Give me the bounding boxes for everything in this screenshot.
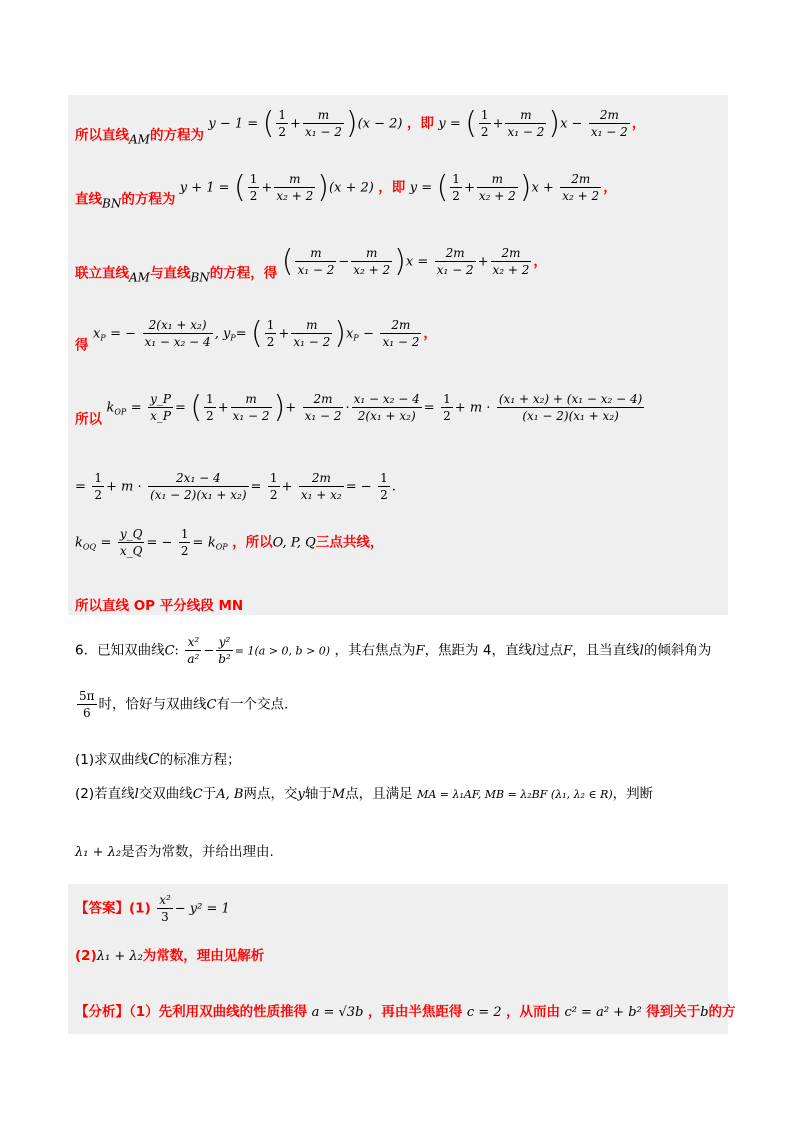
math-text: λ₁ + λ₂ [96, 949, 143, 964]
math-text: b [700, 1005, 709, 1020]
math-text: x₂ + 2 [478, 189, 516, 203]
parenthesis: ) [317, 170, 329, 205]
math-text: 1 [278, 108, 287, 122]
math-text: = − [345, 479, 372, 495]
math-text: 于 [202, 786, 217, 802]
math-text: 的方程，得 [209, 265, 278, 282]
math-text: 1 [480, 108, 489, 122]
math-text: = − [146, 535, 173, 551]
math-text: 1 [380, 471, 388, 485]
fraction [268, 470, 280, 503]
math-text: = [423, 400, 435, 416]
problem-line-2 [75, 688, 288, 721]
math-text: x₁ − 2 [382, 335, 420, 349]
math-text: l [639, 643, 644, 659]
fraction [589, 107, 630, 140]
math-text: x₁ − 2 [590, 125, 628, 139]
math-text: OQ [82, 542, 97, 552]
math-text: y = [409, 180, 433, 196]
math-text: O, P, Q [272, 535, 316, 551]
math-text: + [290, 116, 301, 132]
math-text: 2 [206, 409, 214, 423]
math-text: 2m [435, 245, 476, 262]
math-text: x₂ + 2 [276, 189, 314, 203]
solution-line-2 [75, 170, 617, 211]
math-text: 所以直线 OP 平分线段 MN [75, 598, 244, 614]
math-text: OP [114, 407, 127, 417]
math-text: c = 2 [466, 1005, 502, 1020]
math-text: = [174, 400, 186, 416]
fraction [303, 391, 344, 424]
math-text: λ₁ + λ₂ [75, 845, 122, 860]
fraction [157, 892, 173, 925]
math-text: F [563, 643, 573, 659]
parenthesis: ( [465, 106, 477, 141]
math-text: MA = λ₁AF, MB = λ₂BF (λ₁, λ₂ ∈ R) [417, 788, 613, 801]
math-text: (x + 2) [328, 180, 374, 196]
math-text: x² [159, 893, 171, 907]
math-text: 1 [269, 471, 278, 485]
fraction [179, 526, 191, 559]
math-text: m [351, 245, 392, 262]
math-text: C [206, 697, 217, 713]
math-text: 2 [452, 189, 460, 203]
math-text: ，从而由 [505, 1004, 560, 1020]
math-text: − [203, 643, 215, 659]
fraction [491, 245, 532, 278]
parenthesis: ( [262, 106, 275, 141]
parenthesis: ( [251, 316, 263, 351]
math-text: 2m [380, 317, 421, 334]
math-text: + [492, 116, 504, 132]
fraction [231, 391, 272, 424]
math-text: 2m [299, 470, 344, 487]
math-text: 的标准方程； [159, 752, 241, 768]
math-text: ， [423, 325, 437, 342]
math-text: 2(x₁ + x₂) [357, 409, 416, 423]
math-text: 2(x₁ + x₂) [143, 317, 213, 334]
math-text: 6 [82, 706, 91, 720]
math-text: 直线 [75, 191, 102, 208]
math-text: 3 [161, 910, 169, 924]
math-text: BN [102, 196, 122, 211]
fraction [450, 171, 462, 204]
answer-line-1 [75, 892, 230, 925]
math-text: x₂ + 2 [353, 263, 391, 277]
math-text: 2 [480, 125, 489, 139]
problem-line-5 [75, 840, 274, 860]
math-text: 【答案】(1) [75, 900, 151, 917]
fraction [351, 245, 392, 278]
parenthesis: ) [519, 170, 532, 205]
math-text: 为常数，理由见解析 [142, 948, 265, 964]
math-text: l [134, 787, 139, 802]
math-text: 2m [491, 245, 532, 262]
math-text: (1)求双曲线 [75, 752, 149, 768]
math-text: 2 [266, 335, 275, 349]
math-text: 过点 [536, 642, 564, 659]
math-text: 有一个交点. [216, 696, 289, 713]
math-text: x₁ − 2 [304, 125, 342, 139]
fraction [497, 391, 644, 424]
fraction [276, 107, 288, 140]
math-text: + m · [106, 479, 142, 495]
math-text: C [164, 643, 175, 659]
math-text: y − 1 = [208, 116, 259, 132]
parenthesis: ( [281, 244, 294, 279]
math-text: 轴于 [304, 786, 332, 802]
math-text: x₁ − 2 [436, 263, 474, 277]
math-text: − [363, 326, 375, 342]
solution-line-3 [75, 244, 547, 285]
solution-line-4 [75, 316, 437, 354]
math-text: (x − 2) [357, 116, 403, 132]
math-text: AM [129, 132, 150, 147]
math-text: a² [187, 652, 200, 666]
math-text: ，且当直线 [572, 642, 640, 659]
math-text: m [295, 245, 336, 262]
parenthesis: ) [345, 106, 358, 141]
math-text: = [100, 535, 112, 551]
math-text: 1 [443, 392, 451, 406]
math-text [216, 634, 233, 667]
math-text: y_Q [119, 527, 143, 541]
math-text: 1 [452, 172, 460, 186]
math-text: 是否为常数，并给出理由. [121, 844, 274, 860]
math-text: ，判断 [612, 786, 654, 802]
math-text: 得 [75, 337, 89, 354]
math-text: = 1(a > 0, b > 0) [234, 644, 331, 658]
solution-line-5 [75, 390, 646, 428]
math-text: x₁ − 2 [507, 125, 545, 139]
fraction [560, 171, 601, 204]
math-text: (x₁ − 2)(x₁ + x₂) [150, 488, 247, 502]
math-text: : [174, 643, 179, 659]
math-text: 【分析】（1）先利用双曲线的性质推得 [75, 1004, 308, 1020]
math-text: x = [405, 254, 429, 270]
fraction [303, 107, 344, 140]
fraction [204, 391, 216, 424]
answer-line-3 [75, 1000, 736, 1020]
fraction [274, 171, 315, 204]
math-text: + [463, 180, 475, 196]
math-text: (x₁ − 2)(x₁ + x₂) [522, 409, 619, 423]
math-text: m [291, 317, 332, 334]
math-text: y_P [150, 392, 171, 406]
math-text: . [391, 479, 396, 495]
math-text: 2m [303, 391, 344, 408]
math-text: 所以 [75, 411, 102, 428]
math-text: · [345, 400, 350, 416]
math-text: ，其右焦点为 [334, 642, 416, 659]
math-text: 2 [380, 488, 388, 502]
math-text: = [75, 479, 86, 495]
math-text: P [353, 333, 359, 343]
fraction [248, 171, 260, 204]
math-text: 交双曲线 [138, 786, 193, 802]
fraction [148, 470, 248, 503]
parenthesis: ( [436, 170, 449, 205]
answer-line-2 [75, 944, 264, 964]
math-text: = [235, 326, 247, 342]
math-text: 5π [79, 689, 95, 703]
fraction [477, 171, 518, 204]
math-text: x₁ − 2 [304, 409, 342, 423]
math-text: 1 [206, 392, 214, 406]
problem-line-1 [75, 634, 711, 667]
math-text: A, B [216, 787, 244, 802]
math-text: (x₁ + x₂) + (x₁ − x₂ − 4) [498, 392, 643, 406]
math-text: k [207, 535, 216, 551]
math-text: x − [560, 116, 583, 132]
math-text: 两点，交 [243, 786, 298, 802]
math-text: 1 [94, 471, 102, 485]
math-text: y [297, 787, 305, 802]
math-text: ， [631, 115, 646, 132]
math-text: − [338, 254, 350, 270]
fraction [299, 470, 344, 503]
math-text: x_Q [119, 544, 143, 558]
math-text: x [345, 326, 354, 342]
math-text: = [250, 479, 262, 495]
math-text: 1 [266, 318, 275, 332]
fraction [441, 391, 453, 424]
math-text: 联立直线 [75, 265, 129, 282]
math-text: 2 [249, 189, 258, 203]
math-text: 2 [269, 488, 278, 502]
math-text: F [415, 643, 425, 659]
math-text: 时，恰好与双曲线 [98, 696, 207, 713]
math-text: x + [531, 180, 554, 196]
math-text: P [230, 333, 236, 343]
fraction [295, 245, 336, 278]
math-text: 三点共线， [315, 534, 384, 551]
math-text: = [192, 535, 204, 551]
math-text: (2) [75, 948, 97, 964]
math-text: x₁ − 2 [297, 263, 335, 277]
parenthesis: ( [234, 170, 246, 205]
math-text: ， [603, 179, 617, 196]
math-text: m [303, 107, 344, 124]
math-text: m [505, 107, 546, 124]
math-text: 6．已知双曲线 [75, 642, 165, 659]
math-text: x₁ + x₂ [300, 488, 342, 502]
math-text: (2)若直线 [75, 786, 135, 802]
fraction [265, 317, 277, 350]
math-text: , y [214, 326, 231, 342]
math-text: − y² = 1 [174, 901, 230, 917]
fraction [148, 391, 173, 424]
math-text: c² = a² + b² [564, 1005, 642, 1020]
math-text: x₁ − 2 [293, 335, 331, 349]
fraction [378, 470, 390, 503]
math-text [185, 634, 201, 667]
math-text: ，即 [406, 115, 434, 132]
math-text: m [274, 171, 315, 188]
math-text: x [92, 326, 101, 342]
math-text: BN [190, 270, 210, 285]
fraction [352, 391, 422, 424]
math-text: x² [185, 634, 201, 651]
parenthesis: ) [273, 390, 286, 425]
math-text: + [217, 400, 229, 416]
math-text: 得到关于 [646, 1004, 701, 1020]
math-text: 2 [94, 488, 102, 502]
math-text: y + 1 = [179, 180, 230, 196]
math-text: 2 [180, 544, 189, 558]
math-text: + [281, 479, 293, 495]
math-text: 2 [443, 409, 451, 423]
math-text: 2 [278, 125, 287, 139]
math-text: = − [110, 326, 137, 342]
math-text: x₁ − x₂ − 4 [353, 392, 420, 406]
math-text: 1 [249, 172, 258, 186]
math-text: k [106, 400, 115, 416]
parenthesis: ( [190, 390, 203, 425]
parenthesis: ) [334, 316, 346, 351]
math-text: x₂ + 2 [492, 263, 530, 277]
math-text: x₁ − x₂ − 4 [144, 335, 211, 349]
math-text: M [331, 787, 346, 802]
solution-line-8 [75, 594, 243, 614]
math-text: 点，且满足 [345, 786, 413, 802]
math-text: 的倾斜角为 [643, 642, 712, 659]
math-text: x₂ + 2 [562, 189, 600, 203]
math-text: k [75, 535, 83, 551]
math-text: a = √3b [311, 1005, 364, 1020]
math-text: 与直线 [149, 265, 191, 282]
math-text: m [477, 171, 518, 188]
math-text: = [130, 400, 142, 416]
math-text: + m · [454, 400, 491, 416]
math-text: ，焦距为 4，直线 [424, 642, 532, 659]
problem-line-3 [75, 748, 241, 768]
problem-line-4 [75, 782, 653, 802]
math-text: OP [215, 542, 228, 552]
fraction [505, 107, 546, 140]
math-text: 1 [180, 527, 189, 541]
fraction [143, 317, 213, 350]
math-text: y = [438, 116, 461, 132]
fraction [435, 245, 476, 278]
math-text: + [477, 254, 489, 270]
math-text: b² [218, 652, 231, 666]
math-text: 2x₁ − 4 [148, 470, 248, 487]
math-text: ，所以 [232, 534, 273, 551]
parenthesis: ) [394, 244, 406, 279]
fraction [77, 688, 97, 721]
fraction [118, 526, 145, 559]
fraction [479, 107, 491, 140]
math-text: x₁ − 2 [232, 409, 270, 423]
math-text: + [261, 180, 273, 196]
math-text: ，再由半焦距得 [367, 1004, 463, 1020]
math-text: 所以直线 [75, 127, 129, 144]
math-text: 2m [560, 171, 601, 188]
math-text: + [278, 326, 290, 342]
math-text: 的方 [708, 1004, 736, 1020]
math-text: P [100, 333, 106, 343]
math-text: C [192, 787, 203, 802]
fraction [380, 317, 421, 350]
math-text: x_P [150, 409, 171, 423]
math-text: ， [533, 253, 547, 270]
fraction [92, 470, 104, 503]
math-text: l [531, 643, 537, 659]
math-text: 2m [589, 107, 630, 124]
math-text: y² [216, 634, 233, 651]
math-text: m [231, 391, 272, 408]
fraction [291, 317, 332, 350]
math-text: AM [129, 270, 150, 285]
solution-line-1 [75, 106, 645, 147]
math-text: 的方程为 [149, 127, 204, 144]
parenthesis: ) [548, 106, 561, 141]
solution-line-7 [75, 526, 383, 559]
math-text: + [285, 400, 297, 416]
math-text: 的方程为 [121, 191, 176, 208]
math-text: ，即 [378, 179, 406, 196]
math-text: C [148, 750, 160, 768]
solution-line-6 [75, 470, 396, 503]
